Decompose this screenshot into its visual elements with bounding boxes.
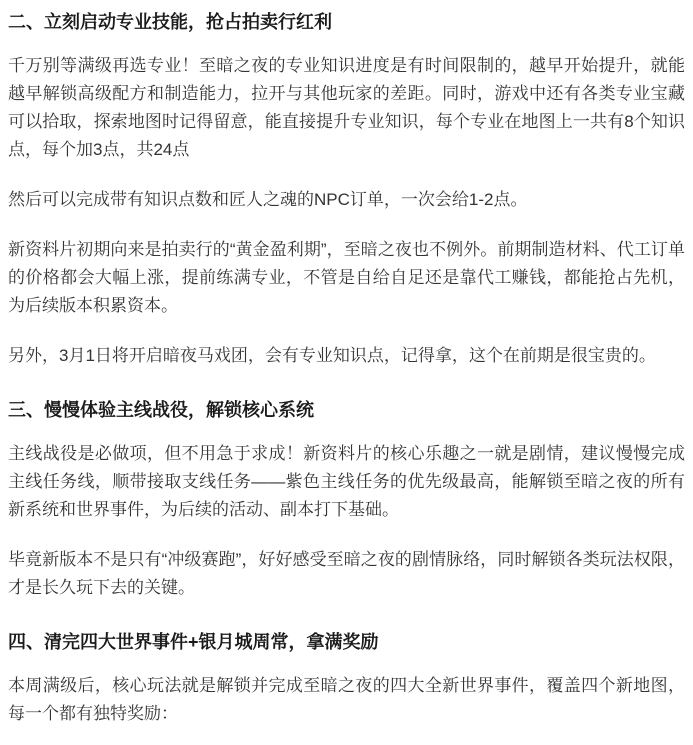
paragraph-auction-house: 新资料片初期向来是拍卖行的“黄金盈利期”，至暗之夜也不例外。前期制造材料、代工订单的价格都会大幅上涨，提前练满专业，不管是自给自足还是靠代工赚钱，都能抢占先机，为后续版本积累资本。 (8, 240, 685, 315)
paragraph-circus-event: 另外，3月1日将开启暗夜马戏团，会有专业知识点，记得拿，这个在前期是很宝贵的。 (8, 346, 656, 365)
article-body (8, 10, 685, 728)
paragraph-campaign-pace: 毕竟新版本不是只有“冲级赛跑”，好好感受至暗之夜的剧情脉络，同时解锁各类玩法权限，才是长久玩下去的关键。 (8, 550, 685, 597)
paragraph-npc-orders: 然后可以完成带有知识点数和匠人之魂的NPC订单，一次会给1-2点。 (8, 190, 528, 209)
paragraph-profession-intro: 千万别等满级再选专业！至暗之夜的专业知识进度是有时间限制的，越早开始提升，就能越早解锁高级配方和制造能力，拉开与其他玩家的差距。同时，游戏中还有各类专业宝藏可以拾取，探索地图时记得留意，能直接提升专业知识，每个专业在地图上一共有8个知识点，每个加3点，共24点 (8, 56, 685, 159)
section-heading-campaign: 三、慢慢体验主线战役，解锁核心系统 (8, 400, 314, 420)
section-heading-world-events: 四、清完四大世界事件+银月城周常，拿满奖励 (8, 632, 379, 652)
section-heading-professions: 二、立刻启动专业技能，抢占拍卖行红利 (8, 12, 332, 32)
paragraph-campaign-main: 主线战役是必做项，但不用急于求成！新资料片的核心乐趣之一就是剧情，建议慢慢完成主线任务线，顺带接取支线任务——紫色主线任务的优先级最高，能解锁至暗之夜的所有新系统和世界事件，为后续的活动、副本打下基础。 (8, 444, 685, 519)
paragraph-world-events-intro: 本周满级后，核心玩法就是解锁并完成至暗之夜的四大全新世界事件，覆盖四个新地图，每一个都有独特奖励： (8, 676, 685, 723)
